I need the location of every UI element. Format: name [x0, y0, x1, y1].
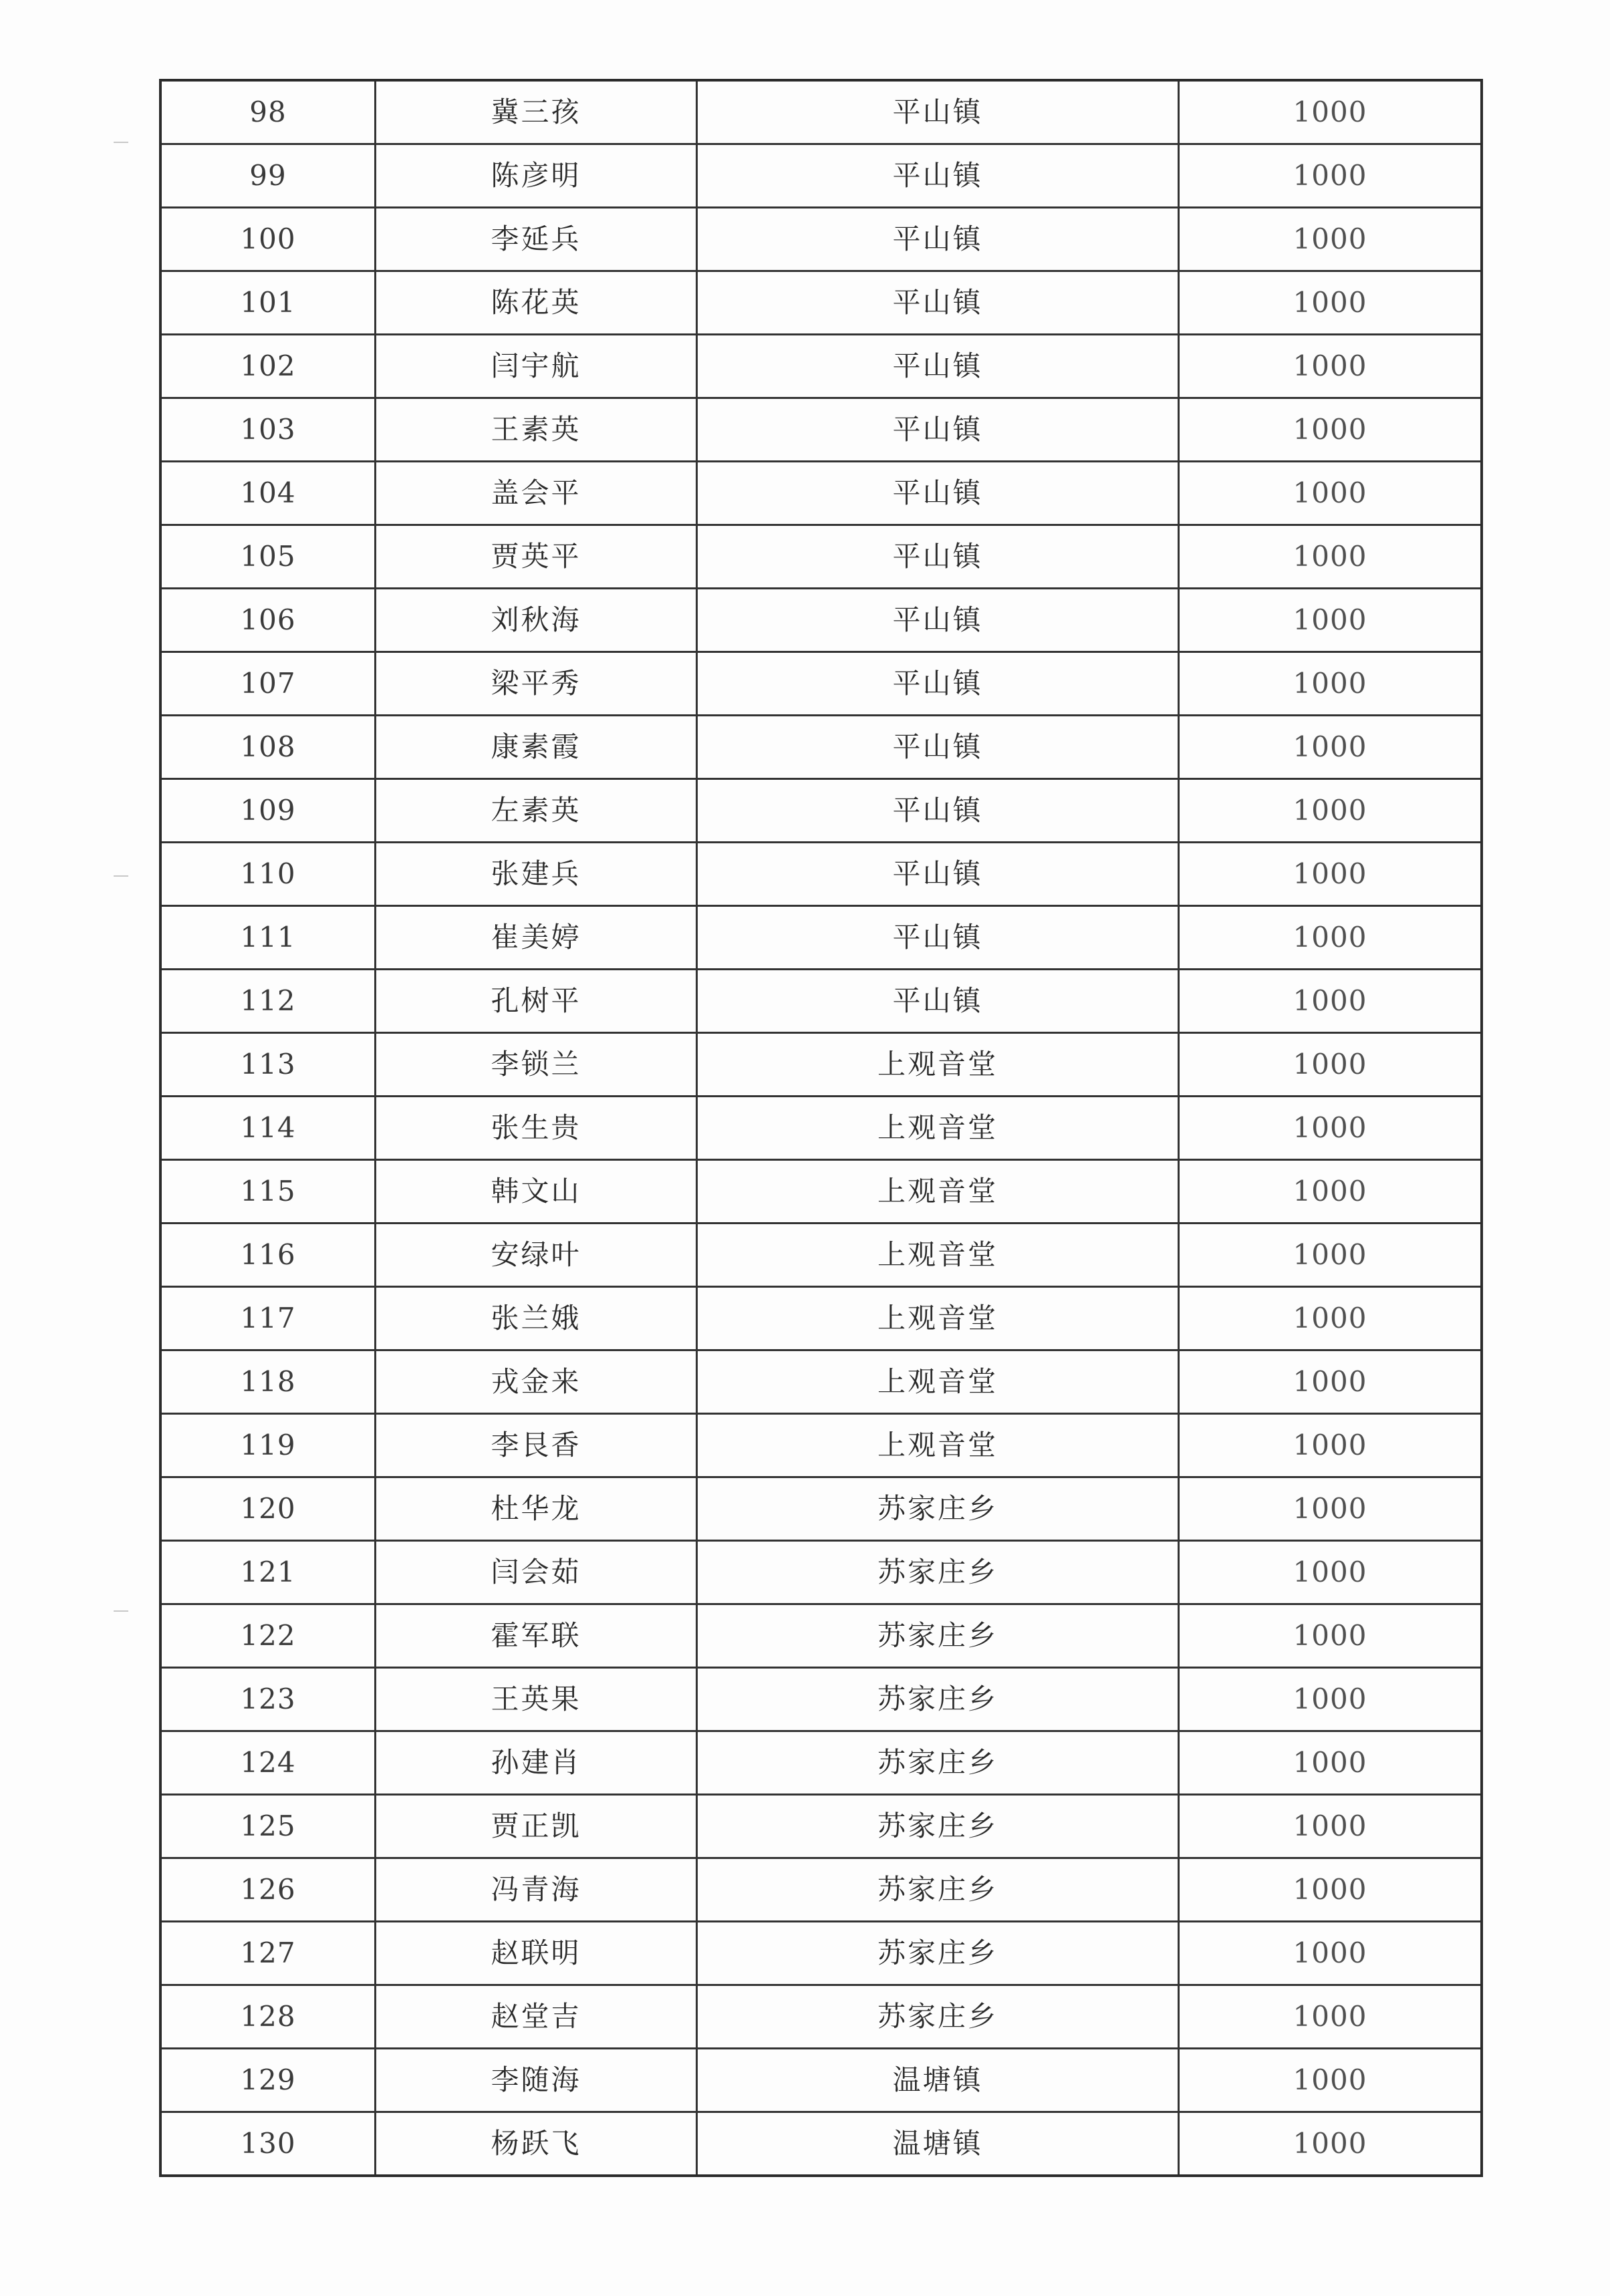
amount-cell: 1000 — [1179, 1795, 1482, 1858]
township-cell: 平山镇 — [697, 843, 1179, 906]
amount-cell: 1000 — [1179, 1858, 1482, 1922]
amount-cell: 1000 — [1179, 906, 1482, 970]
row-number-cell: 112 — [160, 970, 376, 1033]
table-row — [160, 1350, 1482, 1414]
amount-cell: 1000 — [1179, 144, 1482, 208]
amount-cell: 1000 — [1179, 1224, 1482, 1287]
township-cell: 苏家庄乡 — [697, 1795, 1179, 1858]
township-cell: 苏家庄乡 — [697, 1541, 1179, 1604]
name-cell: 张建兵 — [376, 843, 697, 906]
name-cell: 李锁兰 — [376, 1033, 697, 1097]
name-cell: 霍军联 — [376, 1604, 697, 1668]
amount-cell: 1000 — [1179, 1477, 1482, 1541]
amount-cell: 1000 — [1179, 1033, 1482, 1097]
name-cell: 崔美婷 — [376, 906, 697, 970]
name-cell: 赵堂吉 — [376, 1985, 697, 2049]
row-number-cell: 122 — [160, 1604, 376, 1668]
amount-cell: 1000 — [1179, 2112, 1482, 2176]
row-number-cell: 127 — [160, 1922, 376, 1985]
row-number-cell: 117 — [160, 1287, 376, 1350]
name-cell: 孙建肖 — [376, 1731, 697, 1795]
name-cell: 张生贵 — [376, 1097, 697, 1160]
margin-tick — [114, 875, 128, 877]
township-cell: 苏家庄乡 — [697, 1731, 1179, 1795]
township-cell: 平山镇 — [697, 398, 1179, 462]
name-cell: 冀三孩 — [376, 80, 697, 144]
table-row — [160, 80, 1482, 144]
name-cell: 张兰娥 — [376, 1287, 697, 1350]
name-cell: 贾正凯 — [376, 1795, 697, 1858]
table-row — [160, 462, 1482, 525]
township-cell: 平山镇 — [697, 779, 1179, 843]
row-number-cell: 104 — [160, 462, 376, 525]
row-number-cell: 111 — [160, 906, 376, 970]
township-cell: 平山镇 — [697, 970, 1179, 1033]
township-cell: 平山镇 — [697, 652, 1179, 716]
amount-cell: 1000 — [1179, 589, 1482, 652]
amount-cell: 1000 — [1179, 970, 1482, 1033]
table-row — [160, 1668, 1482, 1731]
amount-cell: 1000 — [1179, 1287, 1482, 1350]
township-cell: 上观音堂 — [697, 1160, 1179, 1224]
name-cell: 安绿叶 — [376, 1224, 697, 1287]
table-row — [160, 2049, 1482, 2112]
table-row — [160, 271, 1482, 335]
table-row — [160, 525, 1482, 589]
amount-cell: 1000 — [1179, 779, 1482, 843]
table-row — [160, 144, 1482, 208]
row-number-cell: 121 — [160, 1541, 376, 1604]
row-number-cell: 129 — [160, 2049, 376, 2112]
amount-cell: 1000 — [1179, 1160, 1482, 1224]
name-cell: 戎金来 — [376, 1350, 697, 1414]
name-cell: 李延兵 — [376, 208, 697, 271]
name-cell: 冯青海 — [376, 1858, 697, 1922]
name-cell: 陈彦明 — [376, 144, 697, 208]
table-row — [160, 1858, 1482, 1922]
township-cell: 平山镇 — [697, 144, 1179, 208]
amount-cell: 1000 — [1179, 1922, 1482, 1985]
row-number-cell: 114 — [160, 1097, 376, 1160]
township-cell: 平山镇 — [697, 271, 1179, 335]
row-number-cell: 130 — [160, 2112, 376, 2176]
recipient-table — [159, 79, 1483, 2177]
row-number-cell: 123 — [160, 1668, 376, 1731]
row-number-cell: 99 — [160, 144, 376, 208]
table-row — [160, 1731, 1482, 1795]
township-cell: 苏家庄乡 — [697, 1858, 1179, 1922]
row-number-cell: 100 — [160, 208, 376, 271]
township-cell: 苏家庄乡 — [697, 1922, 1179, 1985]
amount-cell: 1000 — [1179, 652, 1482, 716]
row-number-cell: 118 — [160, 1350, 376, 1414]
township-cell: 平山镇 — [697, 80, 1179, 144]
name-cell: 王英果 — [376, 1668, 697, 1731]
name-cell: 杜华龙 — [376, 1477, 697, 1541]
row-number-cell: 113 — [160, 1033, 376, 1097]
name-cell: 陈花英 — [376, 271, 697, 335]
table-row — [160, 1224, 1482, 1287]
margin-tick — [114, 142, 128, 143]
row-number-cell: 108 — [160, 716, 376, 779]
table-row — [160, 1795, 1482, 1858]
amount-cell: 1000 — [1179, 1985, 1482, 2049]
amount-cell: 1000 — [1179, 1731, 1482, 1795]
township-cell: 平山镇 — [697, 525, 1179, 589]
table-row — [160, 716, 1482, 779]
table-row — [160, 652, 1482, 716]
row-number-cell: 116 — [160, 1224, 376, 1287]
township-cell: 上观音堂 — [697, 1224, 1179, 1287]
amount-cell: 1000 — [1179, 208, 1482, 271]
amount-cell: 1000 — [1179, 1414, 1482, 1477]
name-cell: 王素英 — [376, 398, 697, 462]
township-cell: 苏家庄乡 — [697, 1985, 1179, 2049]
name-cell: 闫会茹 — [376, 1541, 697, 1604]
table-row — [160, 1414, 1482, 1477]
table-row — [160, 335, 1482, 398]
amount-cell: 1000 — [1179, 843, 1482, 906]
amount-cell: 1000 — [1179, 1604, 1482, 1668]
row-number-cell: 98 — [160, 80, 376, 144]
name-cell: 刘秋海 — [376, 589, 697, 652]
row-number-cell: 110 — [160, 843, 376, 906]
township-cell: 上观音堂 — [697, 1350, 1179, 1414]
name-cell: 李艮香 — [376, 1414, 697, 1477]
row-number-cell: 103 — [160, 398, 376, 462]
table-row — [160, 1604, 1482, 1668]
row-number-cell: 102 — [160, 335, 376, 398]
township-cell: 平山镇 — [697, 906, 1179, 970]
name-cell: 梁平秀 — [376, 652, 697, 716]
recipient-table-body — [160, 80, 1482, 2176]
table-row — [160, 1985, 1482, 2049]
amount-cell: 1000 — [1179, 716, 1482, 779]
table-row — [160, 1097, 1482, 1160]
table-row — [160, 1033, 1482, 1097]
township-cell: 苏家庄乡 — [697, 1668, 1179, 1731]
township-cell: 平山镇 — [697, 589, 1179, 652]
row-number-cell: 115 — [160, 1160, 376, 1224]
name-cell: 赵联明 — [376, 1922, 697, 1985]
table-row — [160, 970, 1482, 1033]
name-cell: 左素英 — [376, 779, 697, 843]
name-cell: 贾英平 — [376, 525, 697, 589]
amount-cell: 1000 — [1179, 398, 1482, 462]
name-cell: 李随海 — [376, 2049, 697, 2112]
amount-cell: 1000 — [1179, 1541, 1482, 1604]
township-cell: 上观音堂 — [697, 1097, 1179, 1160]
name-cell: 康素霞 — [376, 716, 697, 779]
township-cell: 上观音堂 — [697, 1033, 1179, 1097]
row-number-cell: 106 — [160, 589, 376, 652]
township-cell: 平山镇 — [697, 716, 1179, 779]
table-row — [160, 843, 1482, 906]
township-cell: 上观音堂 — [697, 1414, 1179, 1477]
row-number-cell: 125 — [160, 1795, 376, 1858]
table-row — [160, 2112, 1482, 2176]
row-number-cell: 119 — [160, 1414, 376, 1477]
township-cell: 温塘镇 — [697, 2049, 1179, 2112]
amount-cell: 1000 — [1179, 1668, 1482, 1731]
table-row — [160, 589, 1482, 652]
township-cell: 平山镇 — [697, 208, 1179, 271]
table-row — [160, 1922, 1482, 1985]
amount-cell: 1000 — [1179, 335, 1482, 398]
name-cell: 闫宇航 — [376, 335, 697, 398]
amount-cell: 1000 — [1179, 462, 1482, 525]
name-cell: 韩文山 — [376, 1160, 697, 1224]
row-number-cell: 120 — [160, 1477, 376, 1541]
name-cell: 孔树平 — [376, 970, 697, 1033]
township-cell: 温塘镇 — [697, 2112, 1179, 2176]
amount-cell: 1000 — [1179, 271, 1482, 335]
margin-tick — [114, 1610, 128, 1612]
amount-cell: 1000 — [1179, 1350, 1482, 1414]
table-row — [160, 208, 1482, 271]
table-row — [160, 906, 1482, 970]
table-row — [160, 1477, 1482, 1541]
row-number-cell: 101 — [160, 271, 376, 335]
township-cell: 苏家庄乡 — [697, 1477, 1179, 1541]
township-cell: 平山镇 — [697, 335, 1179, 398]
township-cell: 苏家庄乡 — [697, 1604, 1179, 1668]
row-number-cell: 105 — [160, 525, 376, 589]
table-row — [160, 779, 1482, 843]
table-row — [160, 398, 1482, 462]
name-cell: 杨跃飞 — [376, 2112, 697, 2176]
amount-cell: 1000 — [1179, 525, 1482, 589]
row-number-cell: 107 — [160, 652, 376, 716]
amount-cell: 1000 — [1179, 2049, 1482, 2112]
amount-cell: 1000 — [1179, 80, 1482, 144]
row-number-cell: 128 — [160, 1985, 376, 2049]
amount-cell: 1000 — [1179, 1097, 1482, 1160]
row-number-cell: 124 — [160, 1731, 376, 1795]
township-cell: 平山镇 — [697, 462, 1179, 525]
township-cell: 上观音堂 — [697, 1287, 1179, 1350]
row-number-cell: 126 — [160, 1858, 376, 1922]
table-row — [160, 1287, 1482, 1350]
name-cell: 盖会平 — [376, 462, 697, 525]
table-row — [160, 1160, 1482, 1224]
table-row — [160, 1541, 1482, 1604]
row-number-cell: 109 — [160, 779, 376, 843]
